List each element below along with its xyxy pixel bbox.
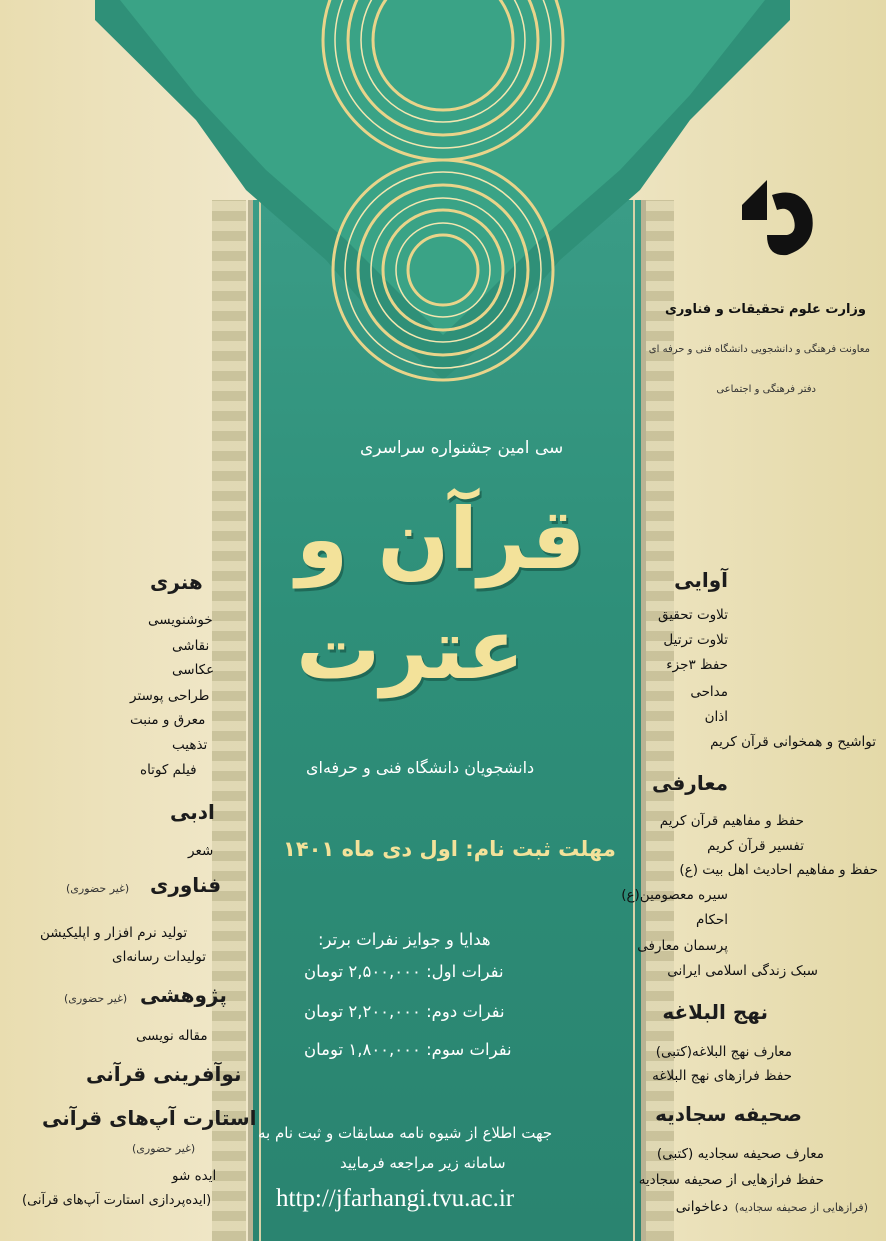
startup-item: (ایده‌پردازی استارت آپ‌های قرآنی) [22,1193,212,1208]
maarefi-item: حفظ و مفاهیم احادیث اهل بیت (ع) [679,862,878,878]
fanavari-item: تولیدات رسانه‌ای [112,949,207,965]
maarefi-item: سیره معصومین(ع) [621,887,728,903]
ministry-deputy: معاونت فرهنگی و دانشجویی دانشگاه فنی و حرفه ای [648,344,870,355]
avayi-item: تلاوت تحقیق [658,607,728,623]
prize-third: نفرات سوم: ۱,۸۰۰,۰۰۰ تومان [304,1040,512,1059]
sahifeh-last-note: (فرازهایی از صحیفه سجادیه) [734,1201,868,1214]
ministry-logo [732,175,822,265]
festival-title-line1: قرآن و [296,490,586,588]
info-line1: جهت اطلاع از شیوه نامه مسابقات و ثبت نام به [258,1124,553,1142]
category-maarefi: معارفی [651,771,728,795]
startup-item: ایده شو [172,1168,217,1184]
pajooheshi-note: (غیر حضوری) [64,992,128,1005]
pajooheshi-item: مقاله نویسی [136,1028,208,1044]
maarefi-item: تفسیر قرآن کریم [707,838,804,854]
honari-item: عکاسی [172,662,215,678]
adabi-item: شعر [188,843,214,859]
category-honari: هنری [150,570,203,594]
festival-audience: دانشجویان دانشگاه فنی و حرفه‌ای [306,758,535,777]
honari-item: نقاشی [172,638,210,654]
fanavari-item: تولید نرم افزار و اپلیکیشن [40,925,188,941]
honari-item: تذهیب [172,737,208,753]
honari-item: طراحی پوستر [130,688,210,704]
avayi-item: تواشیح و همخوانی قرآن کریم [710,734,876,750]
registration-deadline: مهلت ثبت نام: اول دی ماه ۱۴۰۱ [283,837,616,861]
nahj-item: حفظ فرازهای نهج البلاغه [652,1068,792,1084]
prize-second: نفرات دوم: ۲,۲۰۰,۰۰۰ تومان [304,1002,505,1021]
maarefi-item: سبک زندگی اسلامی ایرانی [667,963,818,979]
avayi-item: تلاوت ترتیل [663,632,728,648]
startup-note: (غیر حضوری) [132,1142,196,1155]
festival-title-line2: عترت [296,600,525,698]
category-adabi: ادبی [170,800,215,824]
sahifeh-item: معارف صحیفه سجادیه (کتبی) [656,1146,824,1162]
category-pajooheshi: پژوهشی [140,983,227,1007]
prizes-heading: هدایا و جوایز نفرات برتر: [318,930,491,949]
registration-url[interactable]: http://jfarhangi.tvu.ac.ir [276,1185,515,1212]
avayi-item: حفظ ۳جزء [666,657,728,673]
maarefi-item: حفظ و مفاهیم قرآن کریم [659,813,804,829]
festival-subtitle: سی امین جشنواره سراسری [360,438,564,458]
ministry-name: وزارت علوم تحقیقات و فناوری [664,302,866,317]
avayi-item: اذان [704,709,728,725]
ministry-office: دفتر فرهنگی و اجتماعی [716,384,816,395]
category-startup: استارت آپ‌های قرآنی [42,1106,257,1130]
category-sahifeh: صحیفه سجادیه [655,1102,802,1126]
honari-item: فیلم کوتاه [140,762,197,778]
category-nahj: نهج البلاغه [662,1000,768,1024]
sahifeh-item: حفظ فرازهایی از صحیفه سجادیه [638,1172,824,1188]
maarefi-item: پرسمان معارفی [637,938,728,954]
category-avayi: آوایی [674,568,728,592]
prize-first: نفرات اول: ۲,۵۰۰,۰۰۰ تومان [304,962,504,981]
maarefi-item: احکام [695,912,728,928]
nahj-item: معارف نهج البلاغه(کتبی) [655,1044,792,1060]
category-fanavari: فناوری [150,873,222,897]
sahifeh-last-item: دعاخوانی [675,1199,728,1215]
category-navavari: نوآفرینی قرآنی [86,1062,242,1086]
honari-item: خوشنویسی [148,612,213,628]
avayi-item: مداحی [690,684,728,700]
info-line2: سامانه زیر مراجعه فرمایید [340,1154,506,1172]
fanavari-note: (غیر حضوری) [66,882,130,895]
honari-item: معرق و منبت [130,712,206,728]
